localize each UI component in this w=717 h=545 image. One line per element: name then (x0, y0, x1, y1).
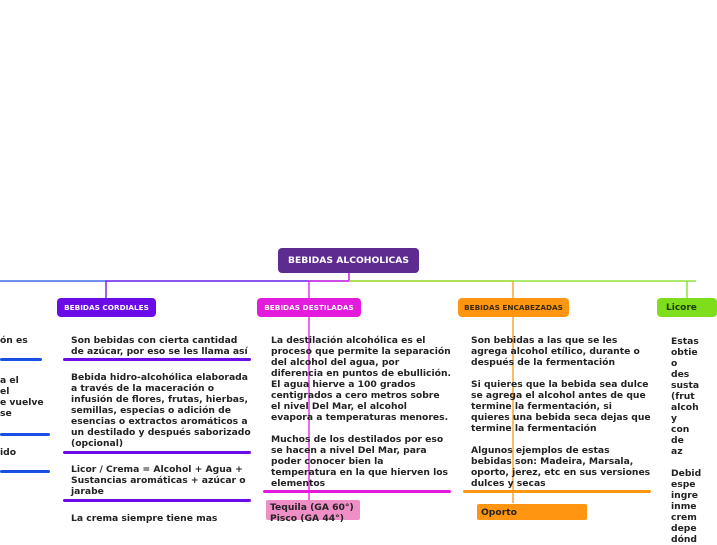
text-line: alcoh (671, 402, 699, 413)
topic-underline (0, 358, 42, 361)
text-line: (frut (671, 391, 695, 402)
left-partial-text-2[interactable] (0, 375, 45, 419)
topic-underline (0, 470, 50, 473)
text-line (471, 434, 651, 445)
connector-cordiales (106, 281, 349, 298)
text-line: un destilado y después saborizado (71, 427, 251, 438)
text-line (271, 423, 451, 434)
text-line: y con (671, 413, 690, 435)
text-line: La destilación alcohólica es el (271, 335, 426, 346)
text-line: después de la fermentación (471, 357, 615, 368)
root-node[interactable]: BEBIDAS ALCOHOLICAS (278, 248, 419, 273)
left-partial-text-3[interactable] (0, 447, 45, 458)
text-line: ido (0, 447, 17, 458)
text-line: ón es (0, 335, 28, 346)
text-line: Si quieres que la bebida sea dulce (471, 379, 649, 390)
text-line: inme (671, 501, 697, 512)
topic-underline (463, 490, 651, 493)
left-partial-text-1[interactable] (0, 335, 45, 346)
cordiales-topic-1[interactable] (71, 335, 251, 357)
topic-underline (63, 451, 251, 454)
category-licores[interactable]: Licore (657, 298, 717, 317)
topic-underline (63, 358, 251, 361)
text-line: el nivel Del Mar, el alcohol (271, 401, 407, 412)
text-line: quieres una bebida seca dejas que (471, 412, 651, 423)
text-line: de az (671, 435, 684, 457)
text-line: Algunos ejemplos de estas (471, 445, 610, 456)
text-line: oporto, jerez, etc en sus versiones (471, 467, 651, 478)
text-line: a través de la maceración o (71, 383, 215, 394)
text-line: del alcohol del agua, por (271, 357, 400, 368)
text-line: Tequila (GA 60°) (270, 502, 354, 513)
licores-text[interactable] (671, 336, 702, 545)
text-line: se agrega el alcohol antes de que (471, 390, 646, 401)
text-line: agrega alcohol etílico, durante o (471, 346, 640, 357)
text-line: susta (671, 380, 700, 391)
text-line: esencias o extractos aromáticos a (71, 416, 248, 427)
text-line: se (0, 408, 12, 419)
topic-underline (63, 499, 251, 502)
text-line: Estas (671, 336, 699, 347)
text-line: jarabe (71, 486, 104, 497)
text-line: termine la fermentación (471, 423, 597, 434)
text-line: o des (671, 358, 690, 380)
connector-encabezadas (349, 281, 513, 298)
text-line: elementos (271, 478, 326, 489)
text-line: e vuelve (0, 397, 44, 408)
text-line: Licor / Crema = Alcohol + Agua + (71, 464, 243, 475)
cordiales-topic-4[interactable] (71, 513, 251, 524)
text-line: evapora a temperaturas menores. (271, 412, 449, 423)
category-bebidas-encabezadas[interactable]: BEBIDAS ENCABEZADAS (458, 298, 569, 317)
text-line: el (0, 386, 10, 397)
destiladas-text[interactable] (271, 335, 451, 489)
text-line: obtie (671, 347, 698, 358)
text-line (471, 368, 651, 379)
text-line: Bebida hidro-alcohólica elaborada (71, 372, 248, 383)
text-line: (opcional) (71, 438, 124, 449)
text-line: Debid (671, 468, 702, 479)
text-line: espe (671, 479, 696, 490)
encabezadas-text[interactable] (471, 335, 651, 489)
text-line: a el (0, 375, 19, 386)
cordiales-topic-2[interactable] (71, 372, 251, 449)
text-line: temperatura en la que hierven los (271, 467, 449, 478)
text-line: termine la fermentación, si (471, 401, 612, 412)
text-line: dónd (671, 534, 698, 545)
text-line: La crema siempre tiene mas (71, 513, 218, 524)
text-line: infusión de flores, frutas, hierbas, (71, 394, 248, 405)
text-line: crem (671, 512, 697, 523)
text-line: de azúcar, por eso se les llama así (71, 346, 248, 357)
category-bebidas-cordiales[interactable]: BEBIDAS CORDIALES (57, 298, 156, 317)
text-line: se hacen a nivel Del Mar, para (271, 445, 427, 456)
text-line: bebidas son: Madeira, Marsala, (471, 456, 634, 467)
text-line: Pisco (GA 44°) (270, 513, 344, 524)
text-line (671, 457, 696, 468)
destiladas-child-node[interactable] (266, 500, 360, 524)
connector-root-left (0, 273, 349, 281)
topic-underline (0, 433, 50, 436)
text-line: Oporto (481, 507, 517, 518)
text-line: depe (671, 523, 697, 534)
encabezadas-child-node[interactable] (477, 504, 587, 520)
topic-underline (263, 490, 451, 493)
text-line: diferencia en puntos de ebullición. (271, 368, 451, 379)
cordiales-topic-3[interactable] (71, 464, 251, 497)
text-line: Son bebidas con cierta cantidad (71, 335, 238, 346)
text-line: proceso que permite la separación (271, 346, 451, 357)
text-line: Son bebidas a las que se les (471, 335, 618, 346)
text-line: dulces y secas (471, 478, 546, 489)
text-line: Muchos de los destilados por eso (271, 434, 444, 445)
text-line: centigrados a cero metros sobre (271, 390, 440, 401)
text-line: Sustancias aromáticas + azúcar o (71, 475, 246, 486)
text-line: El agua hierve a 100 grados (271, 379, 416, 390)
text-line: semillas, especias o adición de (71, 405, 231, 416)
connector-destiladas (309, 273, 349, 298)
text-line: ingre (671, 490, 699, 501)
category-bebidas-destiladas[interactable]: BEBIDAS DESTILADAS (257, 298, 361, 317)
text-line: poder conocer bien la (271, 456, 384, 467)
